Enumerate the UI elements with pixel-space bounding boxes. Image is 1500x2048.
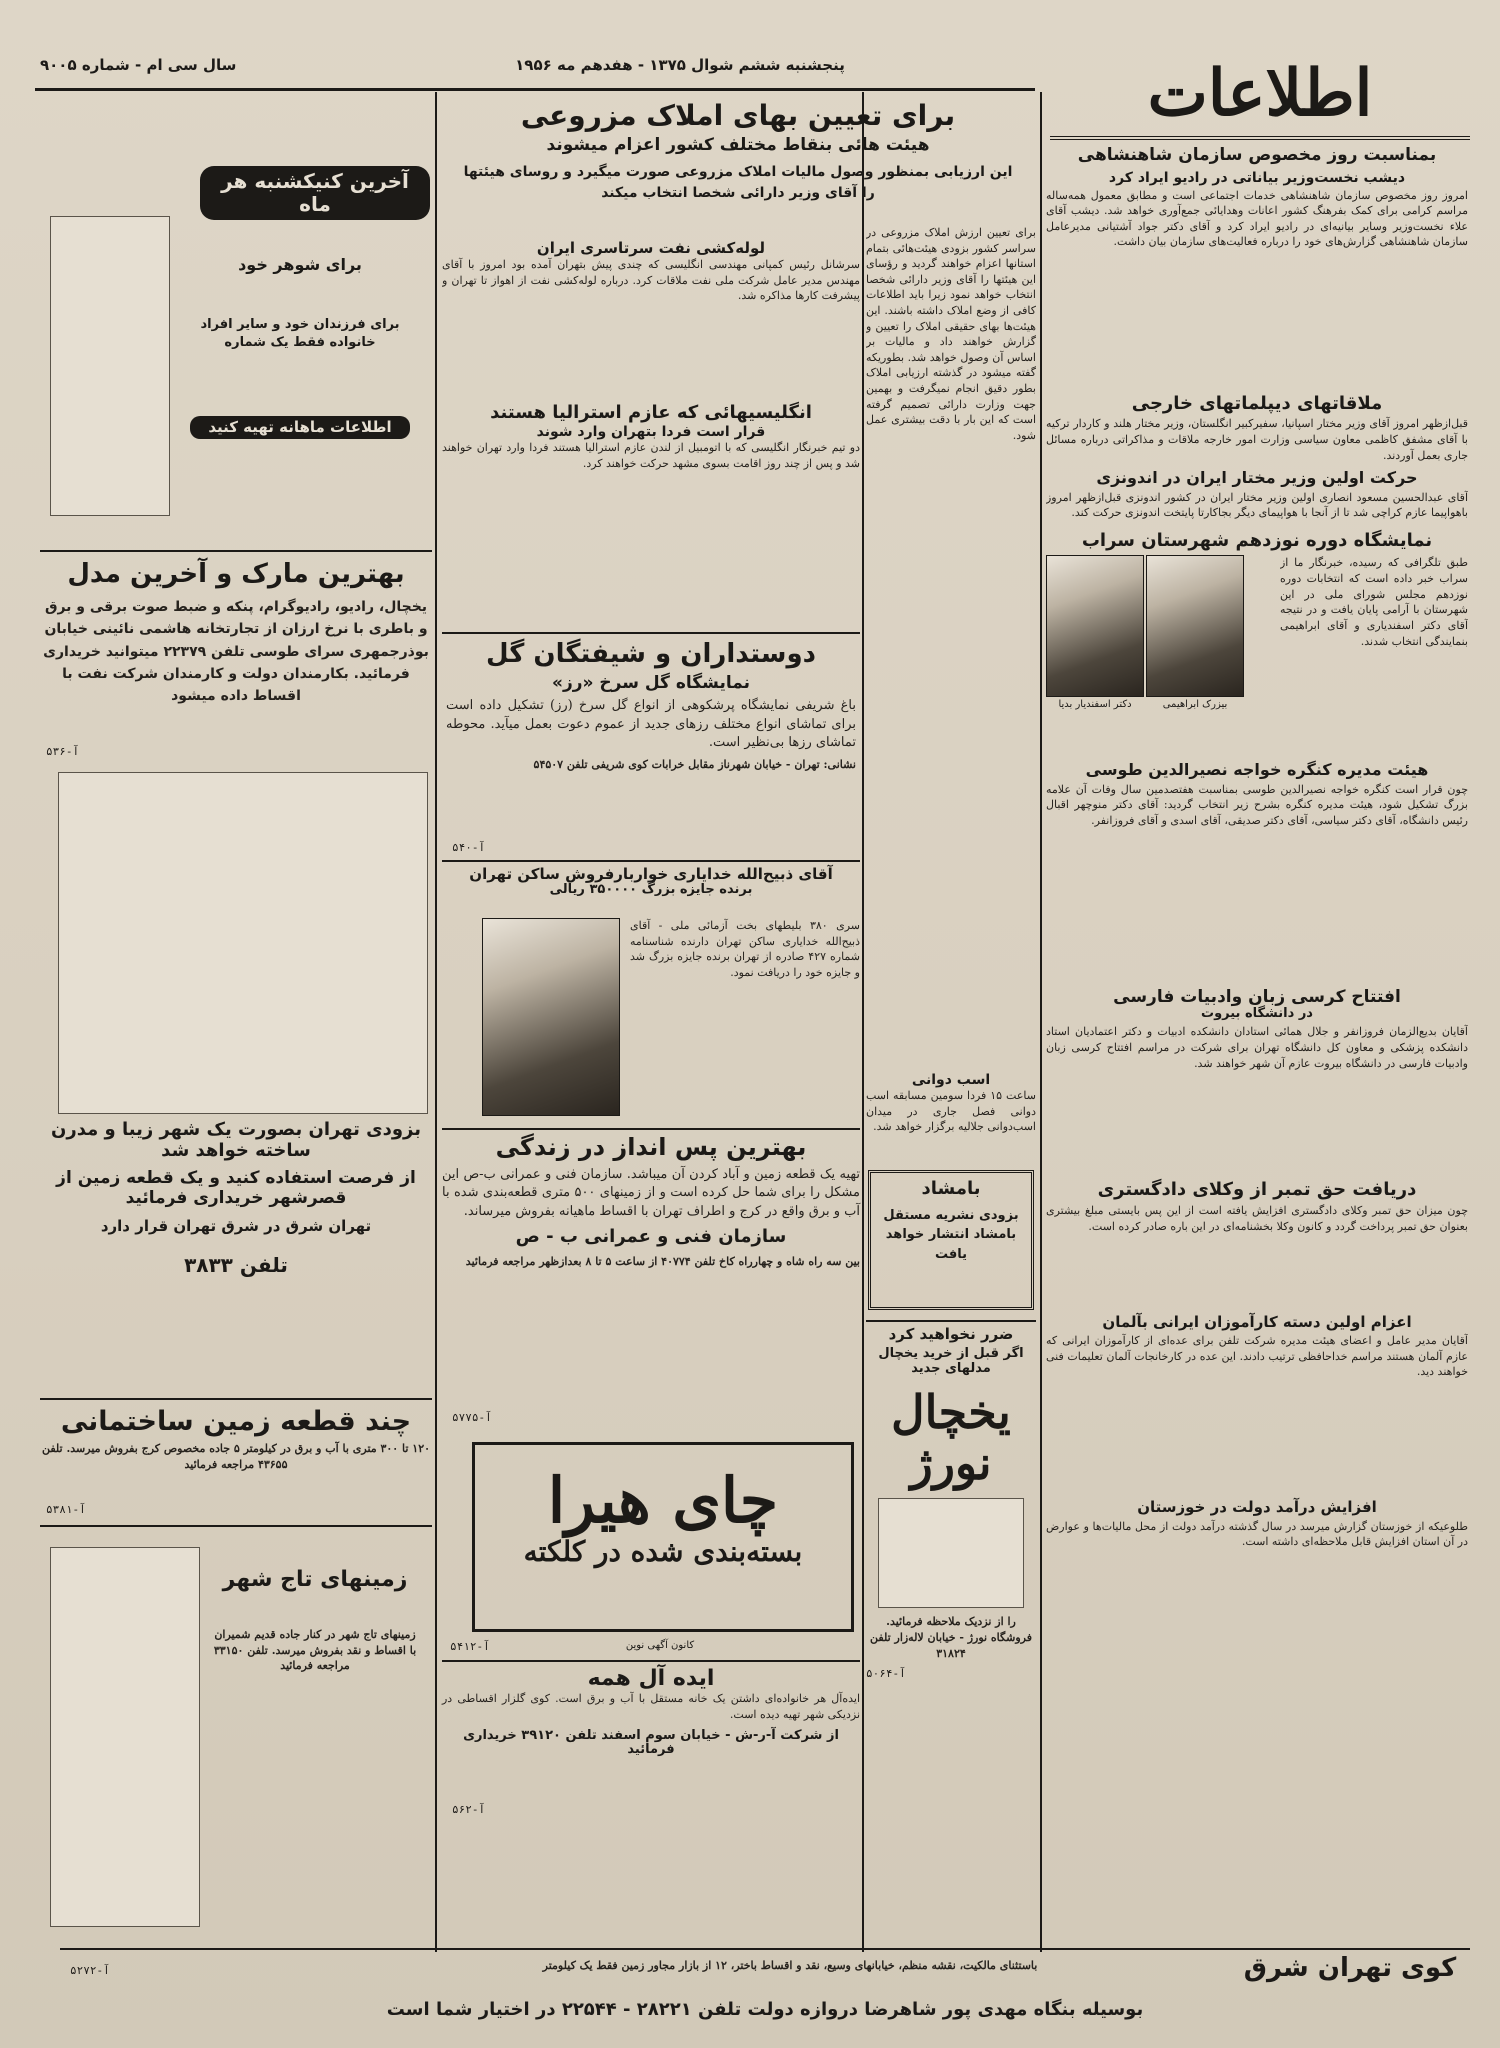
right-p1: امروز روز مخصوص سازمان شاهنشاهی خدمات اجتماعی است و مطابق معمول همه‌ساله مراسم کرامی برای کمک بفرهنگ کشور اعانات وهدایائی جمع‌آوری خواهد شد. دیشب آقای علاء نخست‌وزیر وسایر بیانیه‌ای در رادیو ایراد کرد و آقای دکتر جواد آشتیانی مدیرعامل سازمان شاهنشاهی گزارش‌های خود را درباره فعالیت‌های سازمان بیان داشت. xyxy=(1046,188,1468,249)
right-h3: حرکت اولین وزیر مختار ایران در اندونزی xyxy=(1096,468,1418,488)
center-h5-sub: برنده جایزه بزرگ ۳۵۰۰۰۰ ریالی xyxy=(549,882,753,898)
ad2-title: بهترین مارک و آخرین مدل xyxy=(67,559,405,589)
center-p2: سرشانل رئیس کمپانی مهندسی انگلیسی که چندی پیش بتهران آمده بود امروز با آقای مهندس مدیر عامل شرکت ملی نفت ملاقات کرد. درباره لوله‌کشی نفت از اهواز تا تهران و پیشرفت کارها مذاکره شد. xyxy=(442,258,860,303)
ad4-title: چند قطعه زمین ساختمانی xyxy=(60,1406,412,1437)
tea-agency: کانون آگهی نوین xyxy=(625,1640,695,1651)
lead-h1-deck: این ارزیابی بمنظور وصول مالیات املاک مزروعی صورت میگیرد و روسای هیئتها را آقای وزیر دارائی شخصا انتخاب میکند xyxy=(463,163,1013,201)
ad2-body: یخچال، رادیو، رادیوگرام، پنکه و ضبط صوت برقی و برق و باطری با نرخ ارزان از تجارتخانه هاشمی نائینی خیابان بوذرجمهری سرای طوسی تلفن ۲۲۳۷۹ میتوانید خریداری فرمائید. بکارمندان دولت و کارمندان شرکت نفت با اقساط داده میشود xyxy=(43,598,429,705)
right-p6: آقایان بدیع‌الزمان فروزانفر و جلال همائی استادان دانشکده ادبیات و دکتر اعتمادیان استاد دانشکده پزشکی و معاون کل دانشگاه تهران برای شرکت در مراسم افتتاح کرسی زبان وادبیات فارسی در دانشگاه بیروت عازم آن شهر خواهند شد. xyxy=(1046,1025,1468,1070)
divider-2 xyxy=(862,92,864,1952)
right-h9: افزایش درآمد دولت در خوزستان xyxy=(1137,1498,1377,1517)
masthead-title: اطلاعات xyxy=(1147,56,1373,131)
center-h3-sub: قرار است فردا بتهران وارد شوند xyxy=(536,423,766,440)
ad2-code: آ-۵۳۶ xyxy=(46,745,80,758)
center-h1-body: برای تعیین ارزش املاک مزروعی در سراسر کشور بزودی هیئت‌هائی بتمام استانها اعزام خواهند گردید و رؤسای این هیئتها را آقای وزیر دارائی شخصا انتخاب خواهد نمود زیرا باید اطلاعات کافی از وضع املاک داشته باشند. این هیئت‌ها بهای حقیقی املاک را تعیین و گزارش خواهند داد و مالیات بر اساس آن وصول خواهد شد. بطوریکه گفته میشود در گذشته ارزیابی املاک بطور دقیق انجام نمیگرفت و بهمین جهت وزارت دارائی تصمیم گرفته است که این بار با دقت بیشتری عمل شود. xyxy=(866,226,1036,442)
center-p6-addr: بین سه راه شاه و چهارراه کاخ تلفن ۴۰۷۷۴ از ساعت ۵ تا ۸ بعدازظهر مراجعه فرمائید xyxy=(465,1254,860,1268)
center-p6: تهیه یک قطعه زمین و آباد کردن آن میباشد. سازمان فنی و عمرانی ب-ص این مشکل را برای شما حل کرده است و از زمینهای ۵۰۰ متری قطعه‌بندی شده با آب و برق واقع در کرج و اطراف تهران با اقساط ماهیانه بفروش میرساند. xyxy=(442,1166,860,1219)
ad-code-1: آ-۵۴۰ xyxy=(452,841,486,854)
ad5-body: زمینهای تاج شهر در کنار جاده قدیم شمیران با اقساط و نقد بفروش میرسد. تلفن ۳۳۱۵۰ مراجعه فرمائید xyxy=(213,1628,417,1673)
center-h8-sub: بزودی نشریه مستقل بامشاد انتشار خواهد یافت xyxy=(883,1207,1019,1262)
right-p9: طلوعیکه از خوزستان گزارش میرسد در سال گذشته درآمد دولت از محل مالیات‌ها و عوارض در آن استان افزایش قابل ملاحظه‌ای داشته است. xyxy=(1046,1519,1468,1549)
divider-1 xyxy=(435,92,437,1952)
portrait-photo-2 xyxy=(1046,555,1144,697)
street-plan-illustration xyxy=(58,772,428,1114)
center-h5: آقای ذبیح‌الله خدایاری خواربارفروش ساکن تهران xyxy=(469,865,833,883)
footer-code: آ-۵۲۷۲ xyxy=(70,1964,110,1977)
right-p2: قبل‌ازظهر امروز آقای وزیر مختار اسپانیا، سفیرکبیر انگلستان، وزیر مختار هلند و کاردار ترکیه با آقای مشفق کاظمی معاون سیاسی وزارت امور خارجه ملاقات و مذاکراتی درباره مسائل جاری بعمل آوردند. xyxy=(1046,417,1468,462)
right-h5: هیئت مدیره کنگره خواجه نصیرالدین طوسی xyxy=(1085,760,1429,780)
center-h4: دوستداران و شیفتگان گل xyxy=(486,639,816,669)
right-h8: اعزام اولین دسته کارآموزان ایرانی بآلمان xyxy=(1102,1313,1412,1332)
photo-caption-2: دکتر اسفندیار بدیا xyxy=(1058,699,1132,711)
right-h2: ملاقاتهای دیپلماتهای خارجی xyxy=(1131,392,1383,414)
center-p7: ساعت ۱۵ فردا سومین مسابقه اسب دوانی فصل جاری در میدان اسب‌دوانی جلالیه برگزار خواهد شد. xyxy=(866,1089,1036,1134)
monthly-ad xyxy=(40,96,430,526)
right-banner: بمناسبت روز مخصوص سازمان شاهنشاهی xyxy=(1077,146,1437,165)
ad-code-3: آ-۵۶۲ xyxy=(452,1803,486,1816)
tajshahr-ad xyxy=(40,1525,432,1945)
center-p4-addr: نشانی: تهران - خیابان شهرناز مقابل خرابات کوی شریفی تلفن ۵۴۵۰۷ xyxy=(533,757,856,771)
right-h7: دریافت حق تمبر از وکلای دادگستری xyxy=(1097,1179,1417,1201)
fridge-mid: اگر قبل از خرید یخچال مدلهای جدید xyxy=(878,1346,1024,1377)
ad1-l1: برای شوهر خود xyxy=(238,255,362,274)
photo-caption-1: بیزرک ابراهیمی xyxy=(1162,699,1228,711)
appliance-ad xyxy=(40,550,432,760)
center-h3: انگلیسیهائی که عازم استرالیا هستند xyxy=(490,402,812,424)
land-ad xyxy=(40,1398,432,1518)
lead-h1-sub: هیئت هائی بنقاط مختلف کشور اعزام میشوند xyxy=(546,135,930,156)
ad1-l2: برای فرزندان خود و سایر افراد خانواده فقط یک شماره xyxy=(200,317,400,351)
tea-brand: چای هیرا xyxy=(547,1464,779,1537)
center-h7: اسب دوانی xyxy=(911,1072,991,1088)
right-p3: آقای عبدالحسین مسعود انصاری اولین وزیر مختار ایران در کشور اندونزی قبل‌ازظهر امروز باهواپیما عازم کراچی شد تا از آنجا با هواپیمای دیگر بجاکارتا پایتخت اندونزی حرکت کند. xyxy=(1046,490,1468,520)
footer-line2: بوسیله بنگاه مهدی پور شاهرضا دروازه دولت تلفن ۲۸۲۲۱ - ۲۲۵۴۴ در اختیار شما است xyxy=(386,1999,1144,2020)
right-p4: طبق تلگرافی که رسیده، خبرنگار ما از سراب خبر داده است که انتخابات دوره نوزدهم مجلس شورای ملی در این شهرستان با آرامی پایان یافت و در نتیجه آقای دکتر اسفندیاری و آقای ابراهیمی بنمایندگی انتخاب شدند. xyxy=(1280,556,1468,648)
ad4-code: آ-۵۳۸۱ xyxy=(46,1503,86,1516)
horse-race xyxy=(866,1072,1036,1172)
center-h6-org: سازمان فنی و عمرانی ب - ص xyxy=(515,1225,787,1247)
lead-headline xyxy=(440,100,1036,204)
right-column xyxy=(1046,146,1468,1961)
fridge-code: آ-۵۰۶۴ xyxy=(866,1667,906,1681)
center-p3: دو تیم خبرنگار انگلیسی که با اتومبیل از لندن عازم استرالیا هستند فردا وارد تهران خواهند شد و پس از چند روز اقامت بسوی مشهد حرکت خواهند کرد. xyxy=(442,441,860,470)
right-h6b: در دانشگاه بیروت xyxy=(1201,1006,1313,1022)
family-reading-illustration xyxy=(50,216,170,516)
ad3-l1: بزودی تهران بصورت یک شهر زیبا و مدرن ساخته خواهد شد xyxy=(50,1119,421,1161)
right-p8: آقایان مدیر عامل و اعضای هیئت مدیره شرکت تلفن برای عده‌ای از کارآموزان ایرانی که عازم آلمان هستند مراسم خداحافظی ترتیب دادند. این عده در کارخانجات آلمان تعلیمات فنی خواهند دید. xyxy=(1046,1334,1468,1379)
issue-line: سال سی ام - شماره ۹۰۰۵ xyxy=(40,56,237,74)
right-h4: نمایشگاه دوره نوزدهم شهرستان سراب xyxy=(1081,529,1433,551)
family-illustration xyxy=(878,1498,1024,1608)
right-p5: چون قرار است کنگره خواجه نصیرالدین طوسی بمناسبت هفتصدمین سال وفات آن علامه بزرگ تشکیل شود، هیئت مدیره کنگره بشرح زیر انتخاب گردید: آقای دکتر منوچهر اقبال رئیس دانشگاه، آقای دکتر سیاسی، آقای دکتر صدیقی، آقای اسدی و آقای فروزانفر. xyxy=(1046,782,1468,828)
ad1-l3: اطلاعات ماهانه تهیه کنید xyxy=(190,416,410,439)
tea-sub: بسته‌بندی شده در کلکته xyxy=(523,1535,803,1569)
fridge-ad xyxy=(866,1320,1036,1820)
center-p9-addr: از شرکت آ-ر-ش - خیابان سوم اسفند تلفن ۳۹۱۲۰ خریداری فرمائید xyxy=(463,1727,839,1758)
center-h6: بهترین پس انداز در زندگی xyxy=(495,1133,807,1161)
savings-ad xyxy=(442,1128,860,1428)
fridge-bottom: را از نزدیک ملاحظه فرمائید. فروشگاه نورژ - خیابان لاله‌زار تلفن ۳۱۸۲۴ xyxy=(870,1615,1032,1660)
portrait-photo-1 xyxy=(1146,555,1244,697)
ad-code-4: آ-۵۴۱۲ xyxy=(450,1640,490,1653)
lead-h1: برای تعیین بهای املاک مزروعی xyxy=(520,99,956,132)
ad1-title: آخرین کنیکشنبه هر ماه xyxy=(200,166,430,220)
ad-code-2: آ-۵۷۷۵ xyxy=(452,1411,492,1424)
fridge-brand: یخچال نورژ xyxy=(891,1385,1011,1490)
footer-ad xyxy=(60,1954,1470,2034)
ad3-phone: تلفن ۳۸۳۳ xyxy=(184,1252,288,1277)
top-rule xyxy=(35,88,1035,91)
center-p9: ایده‌آل هر خانواده‌ای داشتن یک خانه مستقل با آب و برق است. کوی گلزار اقساطی در نزدیکی شهر تهیه دیده است. xyxy=(442,1692,860,1721)
tea-ad xyxy=(472,1442,854,1632)
center-h8: بامشاد xyxy=(921,1178,981,1199)
winner-photo xyxy=(482,918,620,1116)
tehran-shargh-ad xyxy=(40,1120,432,1395)
center-p5: سری ۳۸۰ بلیطهای بخت آزمائی ملی - آقای ذبیح‌الله خدایاری ساکن تهران دارنده شناسنامه شماره ۴۲۷ صادره از تهران برنده جایزه بزرگ شد و جایزه خود را دریافت نمود. xyxy=(630,919,860,979)
ad5-title: زمینهای تاج شهر xyxy=(222,1567,408,1592)
footer-line1: کوی تهران شرق xyxy=(1243,1953,1457,1983)
footer-line1-detail: باستثنای مالکیت، نقشه منظم، خیابانهای وسیع، نقد و اقساط باختر، ۱۲ از بازار مجاور زمین فقط یک کیلومتر xyxy=(542,1959,1038,1972)
fridge-top: ضرر نخواهید کرد xyxy=(888,1325,1014,1343)
bamshad-ad xyxy=(868,1170,1034,1310)
masthead-logo xyxy=(1050,50,1470,140)
ad4-body: ۱۲۰ تا ۳۰۰ متری با آب و برق در کیلومتر ۵ جاده مخصوص کرج بفروش میرسد. تلفن ۴۳۶۵۵ مراجعه فرمائید xyxy=(41,1442,431,1471)
right-h6: افتتاح کرسی زبان وادبیات فارسی xyxy=(1113,986,1401,1007)
center-p4: باغ شریفی نمایشگاه پرشکوهی از انواع گل سرخ (رز) تشکیل داده است برای تماشای انواع مختلف رزهای جدید از عموم دعوت بعمل میآید. محوطه تماشای رزها بی‌نظیر است. xyxy=(446,698,856,751)
sarab-block xyxy=(1046,555,1468,755)
date-line: پنجشنبه ششم شوال ۱۳۷۵ - هفدهم مه ۱۹۵۶ xyxy=(515,56,845,74)
lottery-ad xyxy=(442,866,860,1126)
flower-show-ad xyxy=(442,632,860,862)
center-h2: لوله‌کشی نفت سرتاسری ایران xyxy=(536,240,766,257)
right-h1: دیشب نخست‌وزیر بیاناتی در رادیو ایراد کرد xyxy=(1108,169,1406,186)
woman-illustration xyxy=(50,1547,200,1927)
center-h9: ایده آل همه xyxy=(587,1666,715,1691)
footer-rule xyxy=(60,1948,1470,1950)
ad3-l3: تهران شرق در شرق تهران قرار دارد xyxy=(100,1217,372,1236)
ad3-l2: از فرصت استفاده کنید و یک قطعه زمین از قصرشهر خریداری فرمائید xyxy=(56,1168,416,1208)
ideal-ad xyxy=(442,1660,860,1820)
center-h4-sub: نمایشگاه گل سرخ «رز» xyxy=(551,672,751,693)
right-p7: چون میزان حق تمبر وکلای دادگستری افزایش یافته است از این پس بایستی مبلغ بیشتری بعنوان حق تمبر پرداخت گردد و کانون وکلا بخشنامه‌ای در این باره صادر کرده است. xyxy=(1046,1204,1468,1233)
divider-3 xyxy=(1040,92,1042,1952)
